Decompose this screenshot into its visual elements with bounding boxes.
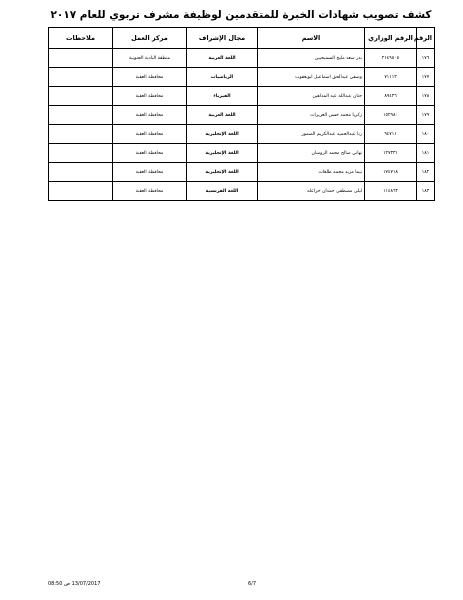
cell-notes [49, 87, 113, 106]
column-header-index: الرقم [417, 28, 435, 49]
cell-ministry-number: ١٢٧٣٣١ [365, 144, 417, 163]
cell-work-center: محافظة العقبة [113, 144, 187, 163]
records-table [48, 27, 435, 201]
cell-notes [49, 106, 113, 125]
cell-ministry-number: ٢١٤٩٥٠٥ [365, 49, 417, 68]
column-header-supervision-field: مجال الإشراف [187, 28, 258, 49]
cell-index: ١٨١ [417, 144, 435, 163]
cell-index: ١٧٨ [417, 87, 435, 106]
cell-supervision-field: اللغة الإنجليزية [187, 163, 258, 182]
column-header-work-center: مركز العمل [113, 28, 187, 49]
cell-name: بدر سعد مليح السميحيين [258, 49, 365, 68]
footer-page-number: 6/7 [248, 581, 257, 587]
cell-notes [49, 182, 113, 201]
cell-index: ١٧٩ [417, 106, 435, 125]
cell-ministry-number: ١٥٢٩٨٠ [365, 106, 417, 125]
column-header-notes: ملاحظات [49, 28, 113, 49]
page-title: كشف تصويب شهادات الخبرة للمتقدمين لوظيفة مشرف تربوي للعام ٢٠١٧ [50, 9, 432, 21]
cell-supervision-field: اللغة الإنجليزية [187, 125, 258, 144]
column-header-name: الاسم [258, 28, 365, 49]
cell-work-center: محافظة العقبة [113, 163, 187, 182]
cell-supervision-field: اللغة الفرنسية [187, 182, 258, 201]
footer-date-time: 13/07/2017 ص 08:50 [48, 581, 101, 587]
table-row [49, 182, 435, 201]
table-row [49, 106, 435, 125]
cell-supervision-field: اللغة العربية [187, 106, 258, 125]
cell-supervision-field: اللغة العربية [187, 49, 258, 68]
cell-name: ليلى مصطفى حمدان خزاعله [258, 182, 365, 201]
cell-index: ١٧٧ [417, 68, 435, 87]
cell-work-center: محافظة العقبة [113, 87, 187, 106]
cell-notes [49, 49, 113, 68]
cell-index: ١٧٦ [417, 49, 435, 68]
table-row [49, 87, 435, 106]
cell-index: ١٨٠ [417, 125, 435, 144]
cell-index: ١٨٢ [417, 163, 435, 182]
cell-supervision-field: الرياضيات [187, 68, 258, 87]
cell-name: رنا عبدالحميد عبدالكريم الضمور [258, 125, 365, 144]
table-row [49, 49, 435, 68]
cell-name: تهاني صالح محمد الروسان [258, 144, 365, 163]
table-row [49, 125, 435, 144]
cell-index: ١٨٣ [417, 182, 435, 201]
table-row [49, 163, 435, 182]
cell-supervision-field: اللغة الإنجليزية [187, 144, 258, 163]
cell-ministry-number: ٩٤٧١١ [365, 125, 417, 144]
cell-name: نيما مزيد محمد طاهات [258, 163, 365, 182]
cell-work-center: محافظة العقبة [113, 125, 187, 144]
cell-ministry-number: ٧١١١٣ [365, 68, 417, 87]
cell-notes [49, 144, 113, 163]
column-header-ministry-number: الرقم الوزاري [365, 28, 417, 49]
table-row [49, 144, 435, 163]
cell-notes [49, 68, 113, 87]
cell-work-center: محافظة العقبة [113, 106, 187, 125]
cell-notes [49, 163, 113, 182]
cell-notes [49, 125, 113, 144]
cell-work-center: محافظة العقبة [113, 68, 187, 87]
cell-name: وصفي عبدالحق اسماعيل ابويعقوب [258, 68, 365, 87]
cell-work-center: محافظة العقبة [113, 182, 187, 201]
cell-name: حنان عبدالله عبد المداهين [258, 87, 365, 106]
table-row [49, 68, 435, 87]
cell-ministry-number: ١١٤٨٦٣ [365, 182, 417, 201]
cell-supervision-field: الفيزياء [187, 87, 258, 106]
cell-name: زكريا محمد حسن العزيزات [258, 106, 365, 125]
cell-ministry-number: ١٧٤٧١٨ [365, 163, 417, 182]
cell-work-center: منطقة البادية الجنوبية [113, 49, 187, 68]
cell-ministry-number: ٨٩٤٣٦ [365, 87, 417, 106]
table-header-row [49, 28, 435, 49]
